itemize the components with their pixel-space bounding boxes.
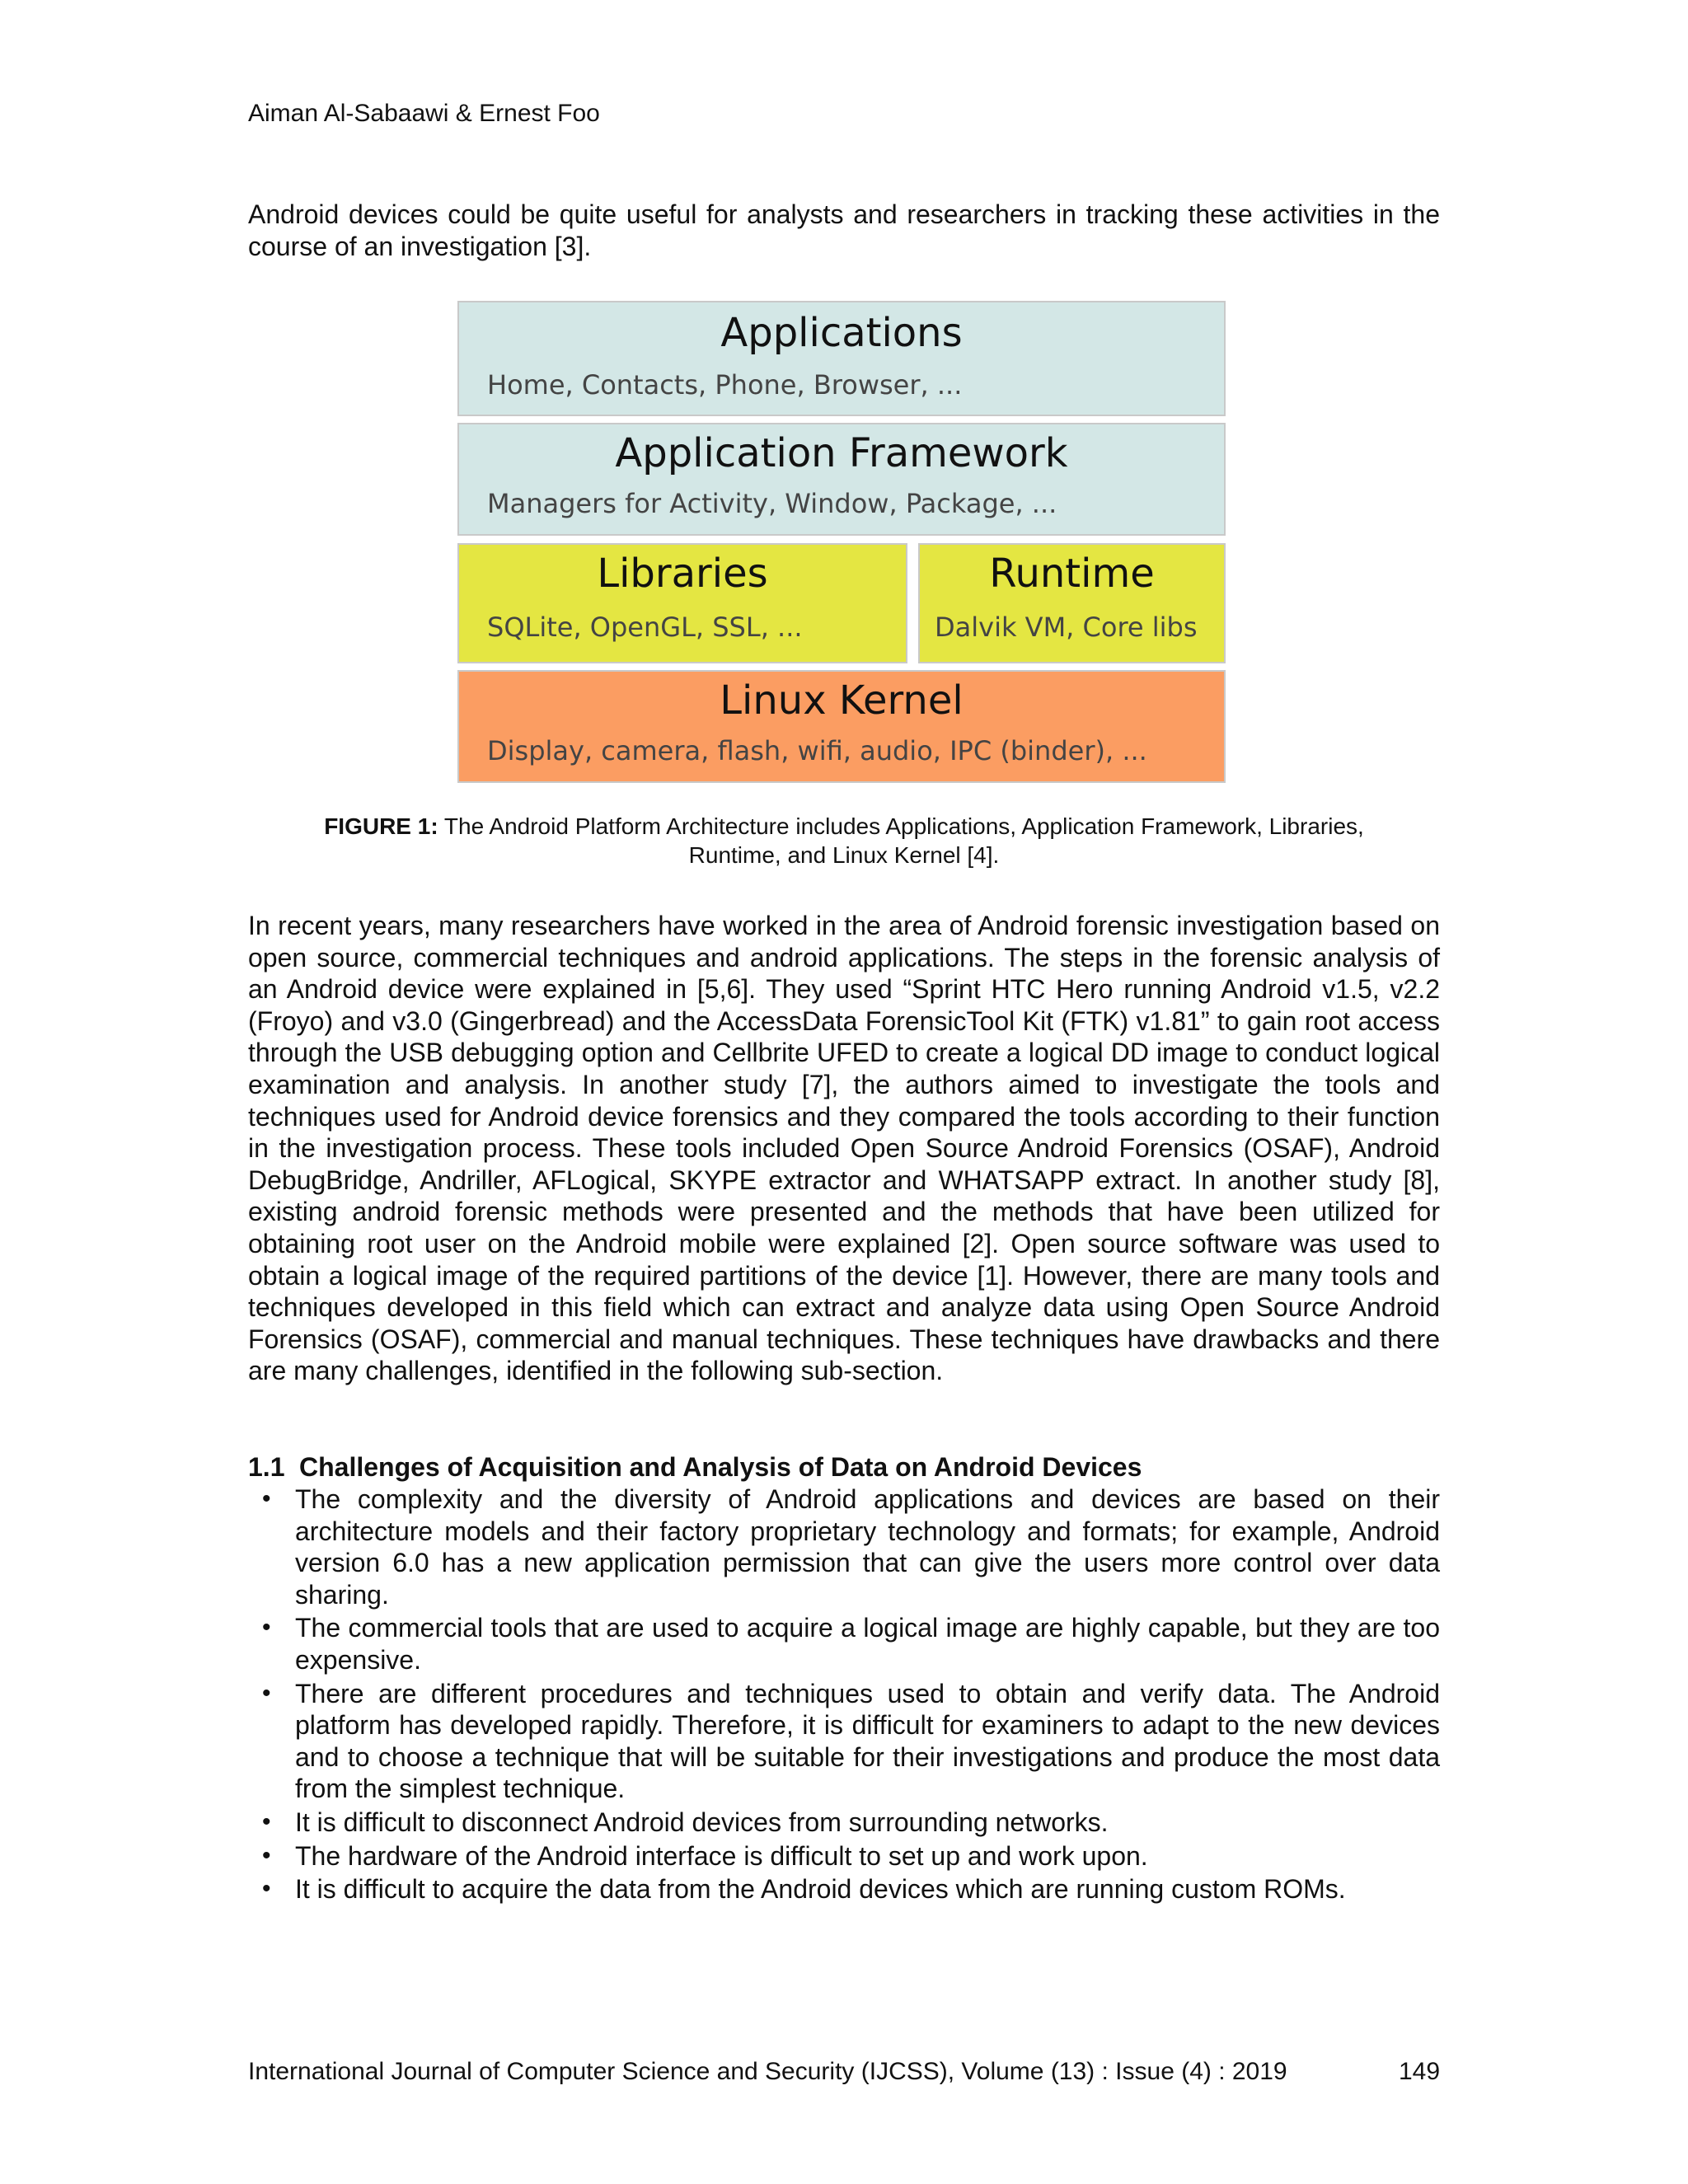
- page-number: 149: [1399, 2058, 1441, 2085]
- layer-framework-title: Application Framework: [615, 430, 1068, 476]
- layer-framework-subtitle: Managers for Activity, Window, Package, ...: [487, 488, 1057, 519]
- layer-libraries: [457, 543, 907, 663]
- bullet-icon: •: [262, 1614, 271, 1642]
- list-item-text: The hardware of the Android interface is difficult to set up and work upon.: [295, 1840, 1148, 1871]
- layer-runtime: [918, 543, 1226, 663]
- list-item: [248, 1807, 1440, 1839]
- layer-runtime-title: Runtime: [989, 551, 1155, 597]
- list-item-text: There are different procedures and techniques used to obtain and verify data. The Android platform has developed rapidly. Therefore, it is difficult for examiners to adapt to the new devices and to choose a technique that will be suitable for their investigations and produce the most data from the simplest technique.: [295, 1678, 1440, 1804]
- figure-caption-label: FIGURE 1:: [324, 813, 438, 839]
- bullet-icon: •: [262, 1679, 271, 1707]
- journal-footer: International Journal of Computer Science and Security (IJCSS), Volume (13) : Issue (4) : 2019: [248, 2058, 1287, 2085]
- layer-kernel-title: Linux Kernel: [720, 677, 964, 724]
- layer-linux-kernel: [457, 670, 1226, 783]
- list-item: [248, 1678, 1440, 1805]
- list-item: [248, 1840, 1440, 1872]
- bullet-icon: •: [262, 1875, 271, 1903]
- list-item: [248, 1873, 1440, 1905]
- list-item-text: It is difficult to acquire the data from the Android devices which are running custom ROMs.: [295, 1874, 1346, 1905]
- layer-applications: [457, 301, 1226, 416]
- list-item-text: The complexity and the diversity of Android applications and devices are based on their architecture models and their factory proprietary technology and formats; for example, Android version 6.0 has a new application permission that can give the users more control over data sharing.: [295, 1484, 1440, 1610]
- layer-libraries-subtitle: SQLite, OpenGL, SSL, ...: [487, 612, 803, 643]
- intro-paragraph: Android devices could be quite useful for analysts and researchers in tracking these activities in the course of an investigation [3].: [248, 199, 1440, 261]
- figure-caption-line2: Runtime, and Linux Kernel [4].: [688, 842, 1000, 868]
- layer-applications-title: Applications: [720, 310, 963, 356]
- layer-kernel-subtitle: Display, camera, flash, wifi, audio, IPC (binder), ...: [487, 735, 1147, 766]
- figure-caption: [248, 812, 1440, 869]
- list-item-text: It is difficult to disconnect Android devices from surrounding networks.: [295, 1807, 1109, 1837]
- section-number: 1.1: [248, 1452, 285, 1482]
- android-architecture-figure: [457, 301, 1226, 783]
- bullet-icon: •: [262, 1807, 271, 1835]
- running-header: Aiman Al-Sabaawi & Ernest Foo: [248, 100, 600, 127]
- list-item-text: The commercial tools that are used to acquire a logical image are highly capable, but they are too expensive.: [295, 1613, 1440, 1675]
- bullet-icon: •: [262, 1485, 271, 1512]
- layer-application-framework: [457, 423, 1226, 536]
- list-item: [248, 1612, 1440, 1675]
- layer-runtime-subtitle: Dalvik VM, Core libs: [935, 612, 1198, 643]
- section-title: Challenges of Acquisition and Analysis of Data on Android Devices: [299, 1452, 1142, 1482]
- bullet-icon: •: [262, 1841, 271, 1869]
- figure-caption-line1: The Android Platform Architecture includes Applications, Application Framework, Libraries,: [438, 813, 1364, 839]
- challenges-list: [248, 1483, 1440, 1907]
- list-item: [248, 1483, 1440, 1610]
- layer-applications-subtitle: Home, Contacts, Phone, Browser, ...: [487, 369, 963, 401]
- body-paragraph: In recent years, many researchers have worked in the area of Android forensic investigation based on open source, commercial techniques and android applications. The steps in the forensic analysis of an Android device were explained in [5,6]. They used “Sprint HTC Hero running Android v1.5, v2.2 (Froyo) and v3.0 (Gingerbread) and the AccessData ForensicTool Kit (FTK) v1.81” to gain root access through the USB debugging option and Cellbrite UFED to create a logical DD image to conduct logical examination and analysis. In another study [7], the authors aimed to investigate the tools and techniques used for Android device forensics and they compared the tools according to their function in the investigation process. These tools included Open Source Android Forensics (OSAF), Android DebugBridge, Andriller, AFLogical, SKYPE extractor and WHATSAPP extract. In another study [8], existing android forensic methods were presented and the methods that have been utilized for obtaining root user on the Android mobile were explained [2]. Open source software was used to obtain a logical image of the required partitions of the device [1]. However, there are many tools and techniques developed in this field which can extract and analyze data using Open Source Android Forensics (OSAF), commercial and manual techniques. These techniques have drawbacks and there are many challenges, identified in the following sub-section.: [248, 911, 1440, 1386]
- layer-libraries-title: Libraries: [597, 551, 768, 597]
- section-heading: [248, 1451, 1142, 1483]
